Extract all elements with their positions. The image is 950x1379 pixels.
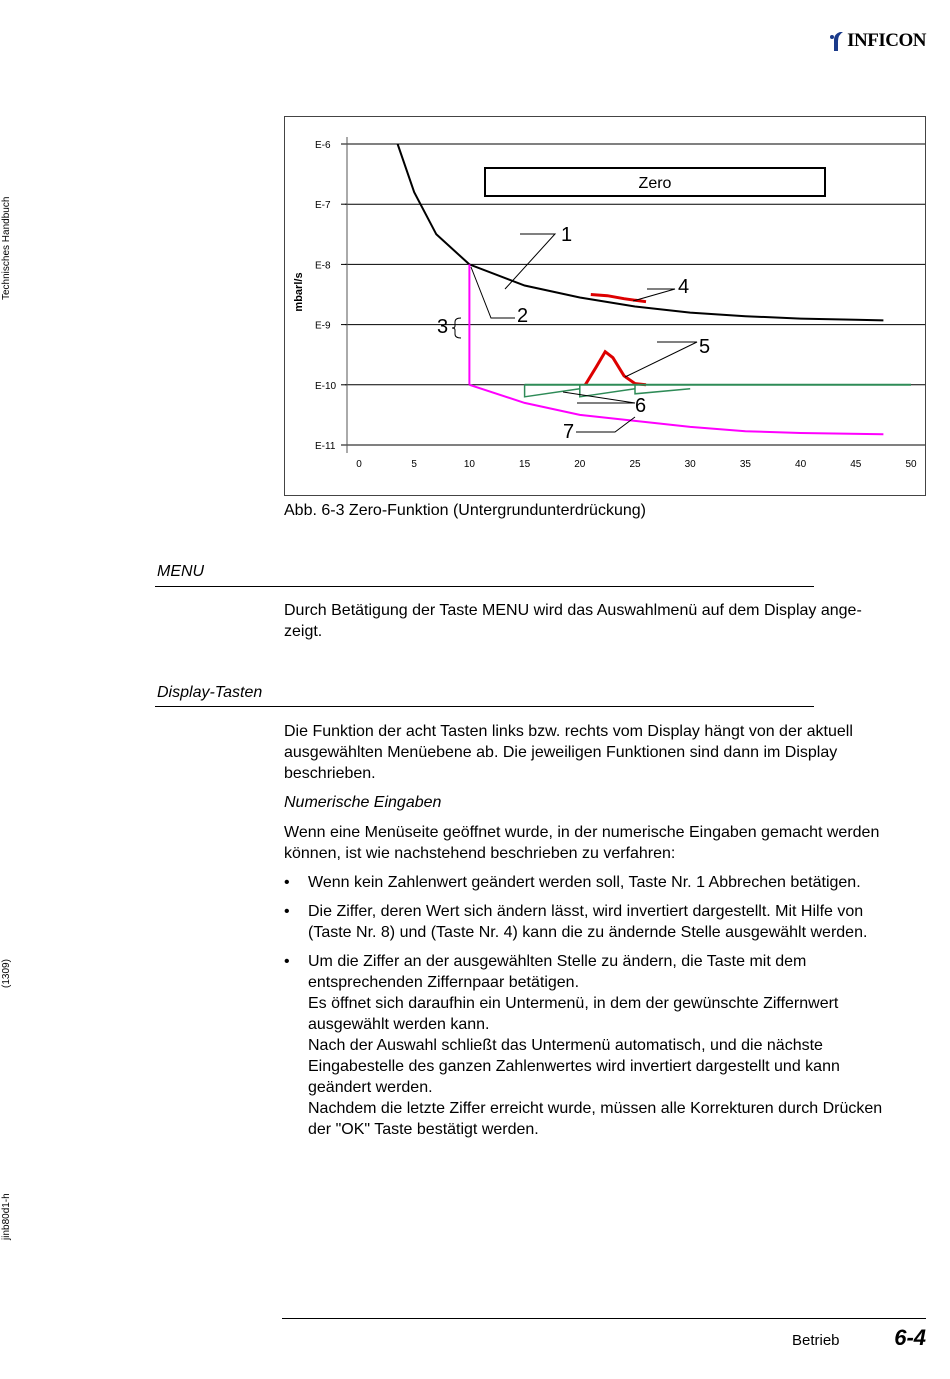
footer-rule	[282, 1318, 926, 1319]
bullet-line: Wenn kein Zahlenwert geändert werden soll, Taste Nr. 1 Abbrechen betätigen.	[308, 874, 861, 891]
margin-label-bottom: jinb80d1-h	[1, 1193, 12, 1240]
bullet-dot: •	[284, 953, 290, 970]
inficon-logo	[830, 30, 926, 52]
bullet-item	[284, 951, 926, 1140]
bullet-line: Es öffnet sich daraufhin ein Untermenü, in dem der gewünschte Ziffernwert	[308, 995, 839, 1012]
x-tick-label: 35	[739, 459, 751, 470]
bullet-line: geändert werden.	[308, 1079, 433, 1096]
series-step	[525, 385, 580, 397]
x-tick-label: 5	[411, 459, 417, 470]
figure-caption: Abb. 6-3 Zero-Funktion (Untergrundunterdrückung)	[284, 502, 646, 519]
bullet-line: Um die Ziffer an der ausgewählten Stelle zu ändern, die Taste mit dem	[308, 953, 807, 970]
display-line: beschrieben.	[284, 765, 376, 782]
numerische-bullets	[284, 872, 926, 1148]
callout-number: 6	[635, 395, 647, 417]
y-tick-label: E-8	[315, 260, 331, 272]
y-tick-label: E-10	[315, 380, 337, 392]
callout-number: 4	[678, 276, 690, 298]
footer-page-number: 6-4	[894, 1325, 926, 1350]
series-step	[635, 385, 690, 394]
display-paragraph	[284, 721, 926, 784]
bullet-item	[284, 872, 926, 893]
bullet-dot: •	[284, 874, 290, 891]
y-tick-label: E-9	[315, 320, 331, 332]
x-tick-label: 50	[905, 459, 917, 470]
bullet-line: der "OK" Taste bestätigt werden.	[308, 1121, 539, 1138]
zero-label: Zero	[638, 175, 672, 192]
display-line: Die Funktion der acht Tasten links bzw. rechts vom Display hängt von der aktuell	[284, 723, 853, 740]
margin-label-middle: (1309)	[1, 959, 12, 988]
section-label-display-tasten: Display-Tasten	[157, 684, 263, 701]
bullet-line: entsprechenden Ziffernpaar betätigen.	[308, 974, 580, 991]
callout-line	[633, 289, 675, 301]
logo-text: INFICON	[847, 30, 926, 51]
section-rule-menu	[155, 586, 814, 587]
callout-number: 5	[699, 336, 711, 358]
footer-section-name: Betrieb	[792, 1332, 840, 1349]
bullet-line: Eingabestelle des ganzen Zahlenwertes wird invertiert dargestellt und kann	[308, 1058, 840, 1075]
menu-paragraph	[284, 600, 926, 642]
section-label-menu: MENU	[157, 563, 205, 580]
numerische-heading: Numerische Eingaben	[284, 794, 442, 811]
callout-number: 1	[561, 224, 573, 246]
bullet-line: Nach der Auswahl schließt das Untermenü automatisch, und die nächste	[308, 1037, 823, 1054]
bullet-line: Die Ziffer, deren Wert sich ändern lässt, wird invertiert dargestellt. Mit Hilfe von	[308, 903, 864, 920]
zero-function-chart	[285, 117, 925, 495]
chart-callouts	[437, 224, 710, 443]
x-tick-label: 10	[463, 459, 475, 470]
menu-line: Durch Betätigung der Taste MENU wird das Auswahlmenü auf dem Display ange-	[284, 602, 862, 619]
inficon-logo-mark-icon	[830, 31, 844, 51]
bullet-item	[284, 901, 926, 943]
callout-number: 2	[517, 305, 529, 327]
callout-line	[505, 234, 555, 289]
x-tick-label: 40	[795, 459, 807, 470]
x-tick-labels	[356, 459, 917, 470]
bullet-line: ausgewählt werden kann.	[308, 1016, 490, 1033]
menu-line: zeigt.	[284, 623, 323, 640]
x-tick-label: 25	[629, 459, 641, 470]
zero-function-figure	[284, 116, 926, 496]
bullet-dot: •	[284, 903, 290, 920]
x-tick-label: 30	[684, 459, 696, 470]
callout-3-bracket	[452, 318, 461, 338]
x-tick-label: 45	[850, 459, 862, 470]
margin-label-top: Technisches Handbuch	[1, 196, 12, 300]
y-axis-label: mbarl/s	[293, 272, 305, 312]
callout-line	[471, 267, 515, 318]
x-tick-label: 15	[519, 459, 531, 470]
y-tick-label: E-6	[315, 140, 331, 151]
section-rule-display-tasten	[155, 706, 814, 707]
x-tick-label: 0	[356, 459, 362, 470]
bullet-line: Nachdem die letzte Ziffer erreicht wurde, müssen alle Korrekturen durch Drücken	[308, 1100, 883, 1117]
y-tick-labels	[315, 140, 337, 452]
x-tick-label: 20	[574, 459, 586, 470]
numerische-intro	[284, 822, 926, 864]
y-tick-label: E-11	[315, 441, 336, 452]
callout-line	[625, 342, 697, 377]
bullet-line: (Taste Nr. 8) und (Taste Nr. 4) kann die zu ändernde Stelle ausgewählt werden.	[308, 924, 868, 941]
series-line-3	[585, 352, 646, 385]
intro-line: Wenn eine Menüseite geöffnet wurde, in der numerische Eingaben gemacht werden	[284, 824, 880, 841]
callout-number: 7	[563, 421, 575, 443]
intro-line: können, ist wie nachstehend beschrieben zu verfahren:	[284, 845, 676, 862]
series-line-1	[469, 385, 883, 434]
callout-number: 3	[437, 316, 449, 338]
y-tick-label: E-7	[315, 200, 331, 212]
display-line: ausgewählten Menüebene ab. Die jeweiligen Funktionen sind dann im Display	[284, 744, 838, 761]
series-step	[580, 385, 635, 397]
